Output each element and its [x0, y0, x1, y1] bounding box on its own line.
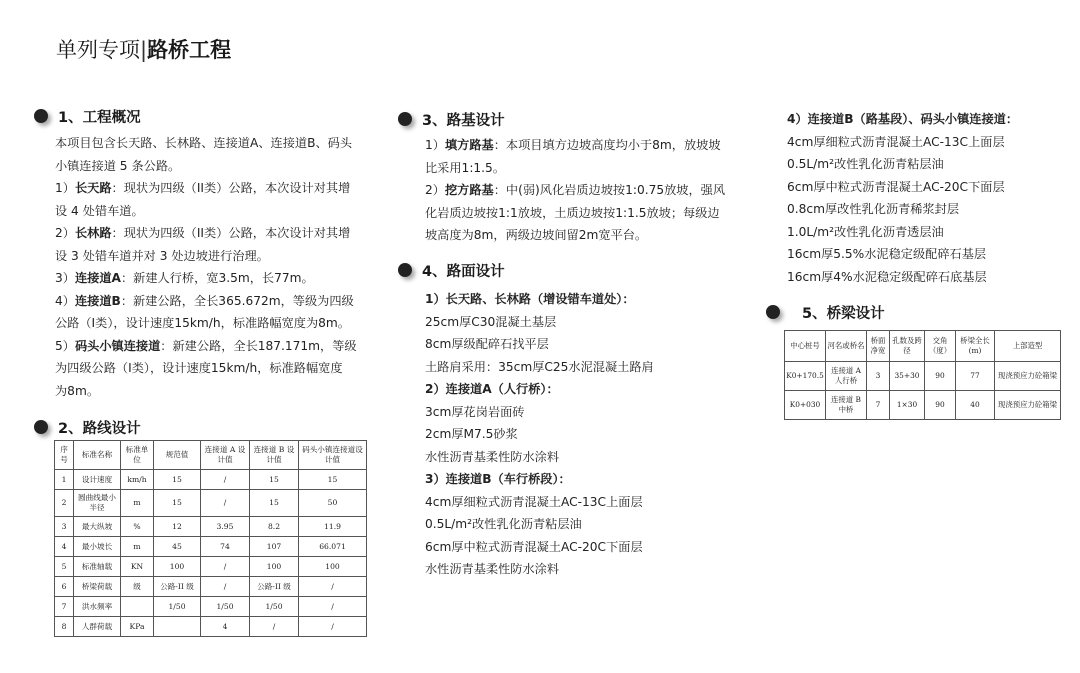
table-header: 中心桩号 [785, 331, 826, 362]
section-3-title: 3、路基设计 [422, 112, 505, 129]
table-cell: 连接道 B 中桥 [826, 391, 867, 420]
item-label: 码头小镇连接道 [74, 338, 161, 353]
table-cell [121, 597, 154, 617]
table-cell: m [121, 490, 154, 517]
table-cell: 标准轴载 [74, 557, 121, 577]
table-header: 孔数及跨径 [890, 331, 925, 362]
title-separator: | [140, 38, 148, 62]
table-cell: 1×30 [890, 391, 925, 420]
section-4-heading [398, 259, 505, 281]
layer-line: 0.5L/m²改性乳化沥青粘层油 [787, 157, 944, 171]
item-label: 连接道A [74, 271, 121, 285]
table-header: 交角（度） [925, 331, 956, 362]
table-cell: 15 [154, 470, 201, 490]
item-text: ：新建公路，全长187.171m，等级 [160, 338, 357, 353]
table-cell [154, 617, 201, 637]
layer-line: 土路肩采用：35cm厚C25水泥混凝土路肩 [425, 359, 654, 374]
layer-line: 6cm厚中粒式沥青混凝土AC-20C下面层 [787, 179, 1005, 194]
group-title: 4）连接道B（路基段）、码头小镇连接道： [787, 112, 1019, 126]
bullet-dot-icon [34, 109, 48, 123]
layer-line: 2cm厚M7.5砂浆 [425, 427, 518, 441]
group-title: 1）长天路、长林路（增设错车道处）： [425, 292, 635, 306]
table-header-row [55, 441, 367, 470]
item-line: 坡高度为8m，两级边坡间留2m宽平台。 [425, 228, 648, 242]
item-line: 化岩质边坡按1:1放坡，土质边坡按1:1.5放坡；每级边 [425, 205, 720, 220]
table-cell: 45 [154, 537, 201, 557]
section-3-heading [398, 108, 505, 130]
table-row [785, 362, 1061, 391]
table-cell: 11.9 [299, 517, 367, 537]
table-header: 河名或桥名 [826, 331, 867, 362]
table-cell: 4 [55, 537, 74, 557]
table-cell: 1 [55, 470, 74, 490]
table-cell: 连接道 A 人行桥 [826, 362, 867, 391]
item-num: 3） [55, 271, 75, 285]
item-line: 比采用1:1.5。 [425, 160, 505, 175]
table-cell: / [201, 490, 250, 517]
bullet-dot-icon [398, 112, 412, 126]
item-label: 填方路基 [444, 138, 494, 152]
table-row [55, 617, 367, 637]
item-line: 设 4 处错车道。 [55, 203, 144, 218]
table-row [55, 537, 367, 557]
table-cell: 7 [867, 391, 890, 420]
table-row [55, 470, 367, 490]
section-2-title: 2、路线设计 [58, 420, 141, 437]
table-cell: 100 [154, 557, 201, 577]
table-cell: 35+30 [890, 362, 925, 391]
table-cell: 1/50 [154, 597, 201, 617]
bullet-dot-icon [766, 305, 780, 319]
intro-line: 本项目包含长天路、长林路、连接道A、连接道B、码头 [55, 136, 353, 150]
intro-line: 小镇连接道 5 条公路。 [55, 158, 181, 173]
section-5-title: 5、桥梁设计 [802, 305, 885, 322]
table-row [55, 517, 367, 537]
table-cell: 15 [250, 470, 299, 490]
section-4-title: 4、路面设计 [422, 263, 505, 280]
layer-line: 4cm厚细粒式沥青混凝土AC-13C上面层 [425, 494, 643, 509]
table-header: 序号 [55, 441, 74, 470]
title-prefix: 单列专项 [56, 38, 140, 62]
item-line [55, 267, 375, 290]
table-cell: 最大纵坡 [74, 517, 121, 537]
table-row [55, 577, 367, 597]
table-row [55, 490, 367, 517]
table-cell: 桥梁荷载 [74, 577, 121, 597]
layer-line: 水性沥青基柔性防水涂料 [425, 562, 560, 576]
table-cell: 洪水频率 [74, 597, 121, 617]
table-cell: 66.071 [299, 537, 367, 557]
item-line [55, 290, 375, 313]
table-cell: 6 [55, 577, 74, 597]
table-cell: 8.2 [250, 517, 299, 537]
layer-line: 0.5L/m²改性乳化沥青粘层油 [425, 517, 582, 531]
table-header: 连接道 B 设计值 [250, 441, 299, 470]
table-cell: 90 [925, 362, 956, 391]
table-cell: / [299, 577, 367, 597]
section-2-heading [34, 416, 141, 438]
table-cell: 3 [55, 517, 74, 537]
item-text: ：现状为四级（II类）公路，本次设计对其增 [111, 181, 351, 195]
item-text: ：新建公路，全长365.672m，等级为四级 [120, 293, 354, 308]
item-line: 公路（I类），设计速度15km/h，标准路幅宽度为8m。 [55, 316, 350, 330]
table-cell: 设计速度 [74, 470, 121, 490]
table-cell: 8 [55, 617, 74, 637]
item-label: 连接道B [74, 293, 121, 308]
table-cell: 7 [55, 597, 74, 617]
section-4-continued [787, 108, 1067, 288]
item-text: ：现状为四级（II类）公路，本次设计对其增 [111, 226, 351, 240]
section-3-body [425, 134, 755, 247]
table-header: 连接道 A 设计值 [201, 441, 250, 470]
table-cell: 100 [250, 557, 299, 577]
item-line [425, 134, 755, 157]
table-row [55, 557, 367, 577]
table-cell: 90 [925, 391, 956, 420]
table-cell: 最小坡长 [74, 537, 121, 557]
page-title [56, 34, 231, 64]
table-cell: KN [121, 557, 154, 577]
layer-line: 0.8cm厚改性乳化沥青稀浆封层 [787, 202, 960, 216]
table-cell: 15 [299, 470, 367, 490]
table-cell: 3.95 [201, 517, 250, 537]
table-cell: 40 [956, 391, 995, 420]
layer-line: 25cm厚C30混凝土基层 [425, 314, 557, 329]
table-cell: / [201, 470, 250, 490]
table-cell: 12 [154, 517, 201, 537]
item-num: 4） [55, 293, 75, 308]
table-header: 桥梁全长(m) [956, 331, 995, 362]
table-cell: 4 [201, 617, 250, 637]
layer-line: 水性沥青基柔性防水涂料 [425, 449, 560, 464]
table-cell: 15 [250, 490, 299, 517]
section-4-body [425, 288, 755, 581]
item-line: 设 3 处错车道并对 3 处边坡进行治理。 [55, 248, 269, 263]
item-text: ：中(弱)风化岩质边坡按1:0.75放坡，强风 [493, 183, 726, 197]
item-num: 2） [425, 183, 445, 197]
table-cell: / [299, 617, 367, 637]
table-cell: 74 [201, 537, 250, 557]
route-design-table [54, 440, 367, 637]
item-label: 长天路 [74, 181, 112, 195]
item-label: 长林路 [74, 226, 112, 240]
table-cell: % [121, 517, 154, 537]
table-header-row [785, 331, 1061, 362]
table-cell: 人群荷载 [74, 617, 121, 637]
bullet-dot-icon [398, 263, 412, 277]
item-text: ：新建人行桥，宽3.5m，长77m。 [120, 271, 314, 285]
table-cell: 3 [867, 362, 890, 391]
table-cell: 公路-II 级 [154, 577, 201, 597]
table-cell: 50 [299, 490, 367, 517]
table-cell: 圆曲线最小半径 [74, 490, 121, 517]
item-line [55, 335, 375, 358]
table-cell: / [299, 597, 367, 617]
item-text: ：本项目填方边坡高度均小于8m，放坡坡 [493, 138, 721, 152]
table-cell: K0+030 [785, 391, 826, 420]
item-num: 1） [55, 181, 75, 195]
layer-line: 1.0L/m²改性乳化沥青透层油 [787, 224, 944, 239]
layer-line: 8cm厚级配碎石找平层 [425, 337, 549, 351]
table-cell: 77 [956, 362, 995, 391]
table-cell: 107 [250, 537, 299, 557]
table-header: 上部造型 [995, 331, 1061, 362]
table-header: 标准名称 [74, 441, 121, 470]
table-row [55, 597, 367, 617]
table-cell: 15 [154, 490, 201, 517]
title-main: 路桥工程 [147, 38, 232, 62]
table-row [785, 391, 1061, 420]
table-cell: 100 [299, 557, 367, 577]
item-line: 为四级公路（I类），设计速度15km/h，标准路幅宽度 [55, 361, 343, 375]
table-cell: 1/50 [250, 597, 299, 617]
bridge-design-table [784, 330, 1061, 420]
table-cell: / [201, 557, 250, 577]
group-title: 3）连接道B（车行桥段）： [425, 472, 571, 486]
layer-line: 3cm厚花岗岩面砖 [425, 404, 525, 419]
layer-line: 6cm厚中粒式沥青混凝土AC-20C下面层 [425, 539, 643, 554]
table-header: 桥面净宽 [867, 331, 890, 362]
table-cell: km/h [121, 470, 154, 490]
table-cell: / [250, 617, 299, 637]
item-num: 5） [55, 338, 75, 353]
section-1-title: 1、工程概况 [58, 109, 141, 126]
table-header: 码头小镇连接道设计值 [299, 441, 367, 470]
item-num: 2） [55, 226, 75, 240]
table-cell: 2 [55, 490, 74, 517]
item-line [55, 177, 375, 200]
table-cell: m [121, 537, 154, 557]
item-label: 挖方路基 [444, 183, 494, 197]
layer-line: 16cm厚4%水泥稳定级配碎石底基层 [787, 269, 987, 284]
group-title: 2）连接道A（人行桥）： [425, 382, 559, 396]
table-cell: 级 [121, 577, 154, 597]
layer-line: 16cm厚5.5%水泥稳定级配碎石基层 [787, 247, 987, 261]
table-cell: 公路-II 级 [250, 577, 299, 597]
layer-line: 4cm厚细粒式沥青混凝土AC-13C上面层 [787, 134, 1005, 149]
item-num: 1） [425, 138, 445, 152]
section-1-body [55, 132, 375, 402]
table-cell: 1/50 [201, 597, 250, 617]
table-cell: 现浇预应力砼箱梁 [995, 362, 1061, 391]
table-cell: 现浇预应力砼箱梁 [995, 391, 1061, 420]
item-line: 为8m。 [55, 383, 100, 398]
item-line [55, 222, 375, 245]
table-cell: K0+170.5 [785, 362, 826, 391]
bullet-dot-icon [34, 420, 48, 434]
table-cell: 5 [55, 557, 74, 577]
table-cell: / [201, 577, 250, 597]
table-header: 规范值 [154, 441, 201, 470]
section-1-heading [34, 105, 141, 127]
table-header: 标准单位 [121, 441, 154, 470]
item-line [425, 179, 755, 202]
table-cell: KPa [121, 617, 154, 637]
section-5-heading [766, 301, 885, 323]
